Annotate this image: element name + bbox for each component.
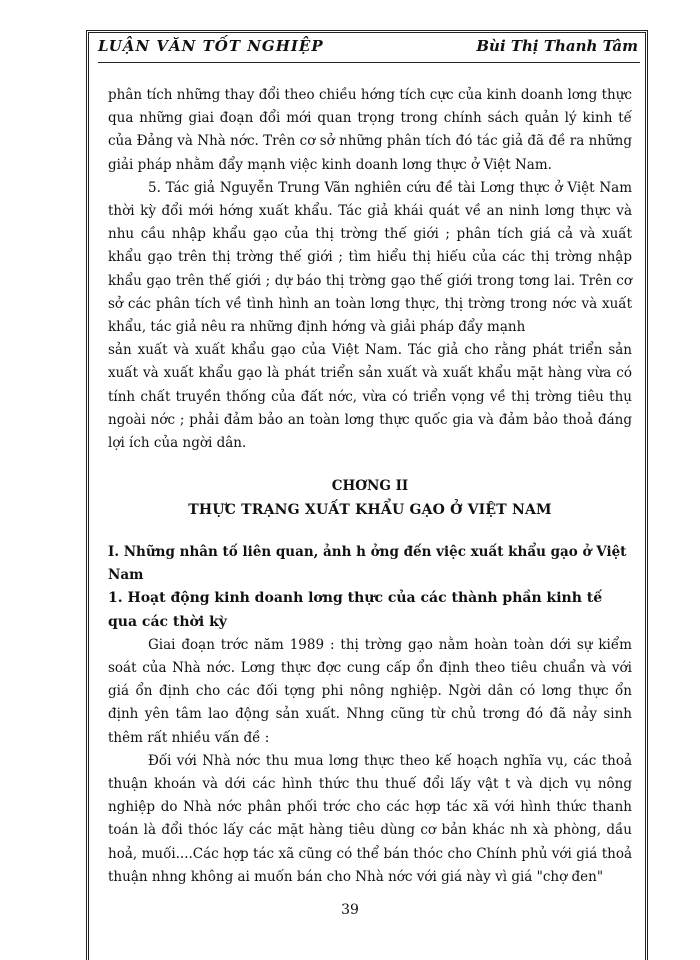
page-number: 39 bbox=[341, 902, 359, 918]
paragraph: sản xuất và xuất khẩu gạo của Việt Nam. Tác giả cho rằng phát triển sản xuất và xuất khẩu gạo là phát triển sản xuất và xuất khẩu mặt hàng vừa có tính chất truyền thống của đất nớc, vừa có triển vọng về thị trờng tiêu thụ ngoài nớc ; phải đảm bảo an toàn lơng thực quốc gia và đảm bảo thoả đáng lợi ích của ngời dân. bbox=[108, 342, 632, 452]
section-heading: I. Những nhân tố liên quan, ảnh h ởng đến việc xuất khẩu gạo ở Việt Nam bbox=[108, 544, 627, 584]
paragraph: 5. Tác giả Nguyễn Trung Vãn nghiên cứu đề tài Lơng thực ở Việt Nam thời kỳ đổi mới hớng xuất khẩu. Tác giả khái quát về an ninh lơng thực và nhu cầu nhập khẩu gạo của thị trờng thế giới ; phân tích giá cả và xuất khẩu gạo trên thị trờng thế giới ; tìm hiểu thị hiếu của các thị trờng nhập khẩu gạo trên thế giới ; dự báo thị trờng gạo thế giới trong tơng lai. Trên cơ sở các phân tích về tình hình an toàn lơng thực, thị trờng trong nớc và xuất khẩu, tác giả nêu ra những định hớng và giải pháp đẩy mạnh bbox=[108, 179, 632, 336]
paragraph: phân tích những thay đổi theo chiều hớng tích cực của kinh doanh lơng thực qua những giai đoạn đổi mới quan trọng trong chính sách quản lý kinh tế của Đảng và Nhà nớc. Trên cơ sở những phân tích đó tác giả đã đề ra những giải pháp nhằm đẩy mạnh việc kinh doanh lơng thực ở Việt Nam. bbox=[108, 87, 632, 173]
chapter-title: THỰC TRẠNG XUẤT KHẨU GẠO Ở VIỆT NAM bbox=[188, 502, 552, 518]
chapter-number: CHƠNG II bbox=[331, 478, 409, 494]
paragraph: Đối với Nhà nớc thu mua lơng thực theo kế hoạch nghĩa vụ, các thoả thuận khoán và dới các hình thức thu thuế đổi lấy vật t và dịch vụ nông nghiệp do Nhà nớc phân phối trớc cho các hợp tác xã với hình thức thanh toán là đổi thóc lấy các mặt hàng tiêu dùng cơ bản khác nh xà phòng, dầu hoả, muối....Các hợp tác xã cũng có thể bán thóc cho Chính phủ với giá thoả thuận nhng không ai muốn bán cho Nhà nớc với giá này vì giá "chợ đen" bbox=[108, 752, 632, 885]
chapter-heading bbox=[108, 474, 632, 522]
header-divider bbox=[98, 62, 640, 63]
page-header bbox=[98, 37, 638, 63]
body-text-top bbox=[108, 84, 632, 455]
paragraph: Giai đoạn trớc năm 1989 : thị trờng gạo nằm hoàn toàn dới sự kiểm soát của Nhà nớc. Lơng thực đợc cung cấp ổn định theo tiêu chuẩn và với giá ổn định cho các đối tợng phi nông nghiệp. Ngời dân có lơng thực ổn định yên tâm lao động sản xuất. Nhng cũng từ chủ trơng đó đã nảy sinh thêm rất nhiều vấn đề : bbox=[108, 636, 632, 746]
body-text-section bbox=[108, 541, 632, 889]
header-thesis-title: LUẬN VĂN TỐT NGHIỆP bbox=[98, 37, 324, 55]
header-author-name: Bùi Thị Thanh Tâm bbox=[476, 37, 638, 55]
subsection-heading: 1. Hoạt động kinh doanh lơng thực của các thành phần kinh tế qua các thời kỳ bbox=[108, 590, 603, 630]
